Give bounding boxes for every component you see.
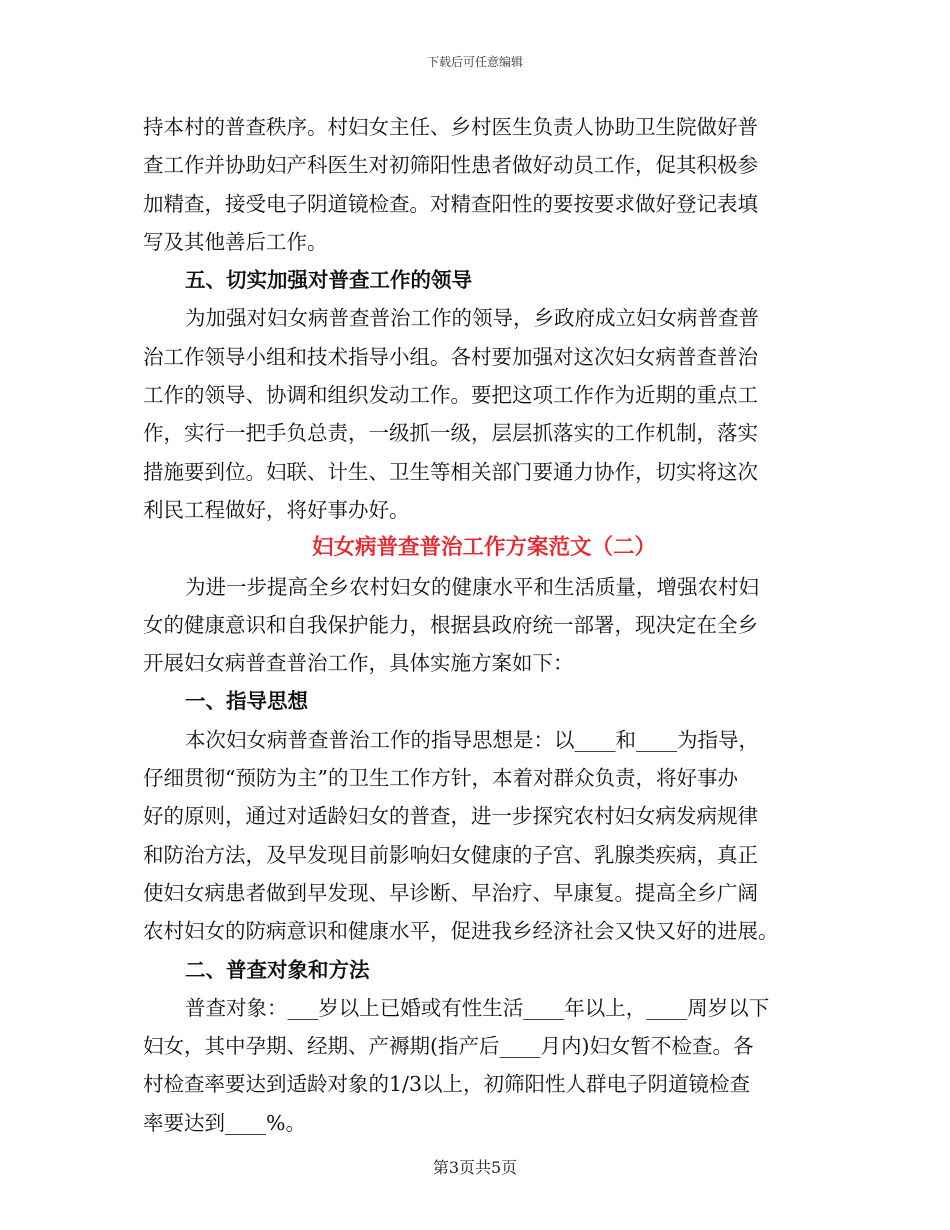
page-header: 下载后可任意编辑 <box>426 55 523 69</box>
paragraph-line: 好的原则，通过对适龄妇女的普查，进一步探究农村妇女病发病规律 <box>143 804 758 829</box>
paragraph-line: 为进一步提高全乡农村妇女的健康水平和生活质量，增强农村妇 <box>185 574 759 599</box>
paragraph-line: 作，实行一把手负总责，一级抓一级，层层抓落实的工作机制，落实 <box>143 421 758 446</box>
paragraph-line: 仔细贯彻“预防为主”的卫生工作方针，本着对群众负责，将好事办 <box>143 766 738 791</box>
document-body <box>143 108 803 1142</box>
paragraph-line: 治工作领导小组和技术指导小组。各村要加强对这次妇女病普查普治 <box>143 344 758 369</box>
paragraph-line: 为加强对妇女病普查普治工作的领导，乡政府成立妇女病普查普 <box>185 306 759 331</box>
paragraph-line: 工作的领导、协调和组织发动工作。要把这项工作作为近期的重点工 <box>143 383 758 408</box>
paragraph-line: 加精查，接受电子阴道镜检查。对精查阳性的要按要求做好登记表填 <box>143 191 758 216</box>
paragraph-line: 持本村的普查秩序。村妇女主任、乡村医生负责人协助卫生院做好普 <box>143 115 758 139</box>
paragraph-line: 本次妇女病普查普治工作的指导思想是：以____和____为指导， <box>185 727 759 752</box>
paragraph-line: 村检查率要达到适龄对象的1/3以上，初筛阳性人群电子阴道镜检查 <box>143 1072 750 1097</box>
paragraph-line: 率要达到____%。 <box>143 1110 306 1135</box>
paragraph-line: 和防治方法，及早发现目前影响妇女健康的子宫、乳腺类疾病，真正 <box>143 842 758 867</box>
paragraph-line: 普查对象：___岁以上已婚或有性生活____年以上，____周岁以下 <box>185 995 770 1020</box>
paragraph-line: 查工作并协助妇产科医生对初筛阳性患者做好动员工作，促其积极参 <box>143 153 758 178</box>
section-heading: 二、普查对象和方法 <box>185 957 370 982</box>
section-heading: 一、指导思想 <box>185 689 308 714</box>
page-number: 第3页共5页 <box>432 1158 518 1177</box>
paragraph-line: 利民工程做好，将好事办好。 <box>143 497 410 522</box>
paragraph-line: 开展妇女病普查普治工作，具体实施方案如下： <box>143 651 574 676</box>
paragraph-line: 农村妇女的防病意识和健康水平，促进我乡经济社会又快又好的进展。 <box>143 919 779 944</box>
paragraph-line: 妇女，其中孕期、经期、产褥期(指产后____月内)妇女暂不检查。各 <box>143 1034 754 1059</box>
document-title: 妇女病普查普治工作方案范文（二） <box>311 535 656 561</box>
section-heading: 五、切实加强对普查工作的领导 <box>185 268 472 293</box>
paragraph-line: 写及其他善后工作。 <box>143 229 328 254</box>
paragraph-line: 女的健康意识和自我保护能力，根据县政府统一部署，现决定在全乡 <box>143 612 758 637</box>
paragraph-line: 使妇女病患者做到早发现、早诊断、早治疗、早康复。提高全乡广阔 <box>143 880 758 905</box>
paragraph-line: 措施要到位。妇联、计生、卫生等相关部门要通力协作，切实将这次 <box>143 459 758 484</box>
